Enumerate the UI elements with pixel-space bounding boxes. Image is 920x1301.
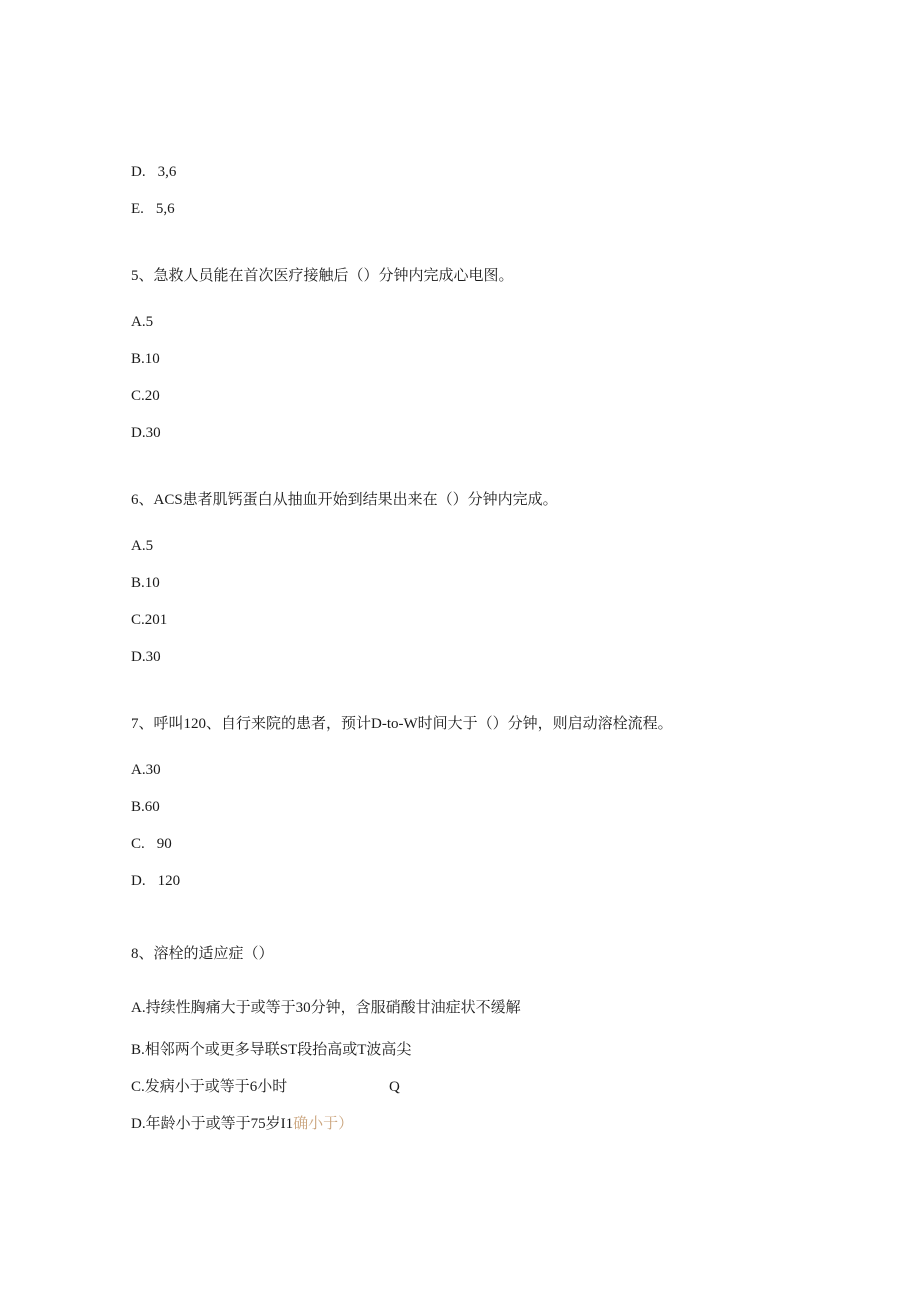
option-letter: B.60 — [131, 799, 160, 815]
option-letter: A.30 — [131, 762, 161, 778]
option-letter: C. — [131, 836, 145, 852]
q8-option-a: A.持续性胸痛大于或等于30分钟，含服硝酸甘油症状不缓解 — [131, 1000, 521, 1016]
option-text: 120 — [157, 873, 181, 889]
option-letter: D. — [131, 164, 146, 180]
q6-option-a: A.5 — [131, 538, 154, 554]
q7-option-d — [131, 871, 180, 891]
question-5: 5、急救人员能在首次医疗接触后（）分钟内完成心电图。 — [131, 268, 514, 284]
question-6: 6、ACS患者肌钙蛋白从抽血开始到结果出来在（）分钟内完成。 — [131, 492, 558, 508]
q7-option-b — [131, 797, 160, 817]
q7-option-a — [131, 760, 161, 780]
q5-option-c: C.20 — [131, 388, 160, 404]
faded-text: 确小于） — [293, 1116, 354, 1132]
q5-option-a: A.5 — [131, 314, 154, 330]
option-letter: D. — [131, 873, 146, 889]
option-text: D.年龄小于或等于75岁I1 — [131, 1116, 294, 1132]
q8-option-b: B.相邻两个或更多导联ST段抬高或T波高尖 — [131, 1042, 412, 1058]
option-text: 5,6 — [155, 201, 175, 217]
q5-option-b: B.10 — [131, 351, 160, 367]
q8-option-c: C.发病小于或等于6小时 — [131, 1079, 288, 1095]
question-7: 7、呼叫120、自行来院的患者，预计D-to-W时间大于（）分钟，则启动溶栓流程。 — [131, 716, 673, 732]
q5-option-d: D.30 — [131, 425, 161, 441]
q6-option-b: B.10 — [131, 575, 160, 591]
q8-option-d — [131, 1114, 353, 1134]
option-text: 3,6 — [157, 164, 177, 180]
question-8: 8、溶栓的适应症（） — [131, 946, 274, 962]
stray-mark: Q — [389, 1079, 400, 1095]
option-letter: E. — [131, 201, 144, 217]
option-e-prev — [131, 199, 175, 219]
option-text: 90 — [156, 836, 172, 852]
q6-option-d: D.30 — [131, 649, 161, 665]
q6-option-c: C.201 — [131, 612, 168, 628]
q7-option-c — [131, 834, 172, 854]
option-d-prev — [131, 162, 176, 182]
